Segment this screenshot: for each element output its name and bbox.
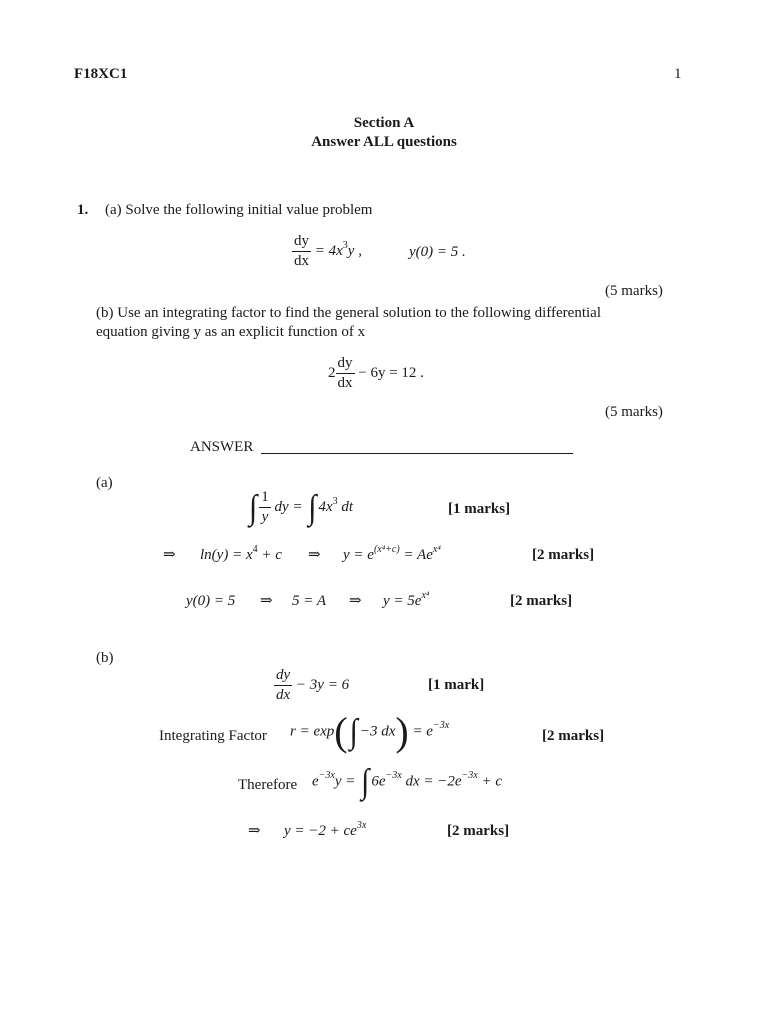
answer-a-line2-part2 (343, 544, 441, 563)
a-l3-text3: y = 5e (383, 593, 422, 609)
therefore-label: Therefore (238, 777, 298, 793)
answer-label: ANSWER (190, 439, 254, 455)
section-subtitle: Answer ALL questions (311, 134, 457, 150)
answer-part-a-label: (a) (96, 475, 113, 491)
b-l2-inner: −3 dx (359, 723, 396, 740)
implies-symbol: ⇒ (163, 547, 176, 563)
frac-denominator: y (261, 508, 269, 525)
implies-symbol: ⇒ (260, 593, 273, 609)
answer-b-line1-marks: [1 mark] (428, 677, 485, 693)
implies-symbol: ⇒ (349, 593, 362, 609)
dy: dy (274, 668, 292, 686)
course-code: F18XC1 (74, 66, 128, 82)
a-l2-exp3: x⁴ (432, 544, 441, 555)
dx: dx (294, 252, 309, 269)
one-over-y-fraction (259, 490, 271, 526)
b-l3-int: 6e (371, 773, 386, 790)
dy: dy (292, 234, 311, 252)
eq-b-coef: 2 (328, 365, 336, 382)
eq-b-rest: − 6y = 12 . (358, 365, 424, 382)
b-l3-int-end: dx = −2e (405, 773, 462, 790)
a-l3-exp: x⁴ (421, 590, 430, 601)
eq-a-rhs-end: y , (347, 243, 362, 260)
a-l2-exp1: 4 (252, 544, 258, 555)
frac-numerator: 1 (259, 490, 271, 508)
a-l1-rhs-end: dt (341, 499, 354, 516)
a-l2-text1: ln(y) = x (200, 547, 253, 563)
b-l2-lhs: r = exp (290, 723, 335, 740)
answer-underline (261, 453, 573, 454)
integral-symbol: ∫ (349, 712, 358, 751)
question-b-prompt-line2: equation giving y as an explicit function of x (96, 324, 366, 340)
answer-b-line3 (312, 762, 502, 801)
answer-a-line2-marks: [2 marks] (532, 547, 595, 563)
answer-a-line1-marks: [1 marks] (448, 501, 511, 517)
question-number: 1. (77, 202, 89, 218)
question-b-prompt-line1: (b) Use an integrating factor to find the general solution to the following differential (96, 305, 601, 321)
question-b-marks: (5 marks) (605, 404, 663, 420)
paren-close: ) (395, 709, 409, 754)
page-number: 1 (674, 66, 682, 82)
dx: dx (276, 686, 291, 703)
b-l3-rhs-end: + c (481, 773, 502, 790)
b-l2-rhs: = e (412, 723, 433, 740)
question-a-prompt: (a) Solve the following initial value problem (105, 202, 373, 218)
b-l3-int-exp: −3x (385, 770, 402, 782)
integral-symbol: ∫ (249, 488, 258, 527)
question-b-equation (328, 356, 424, 392)
b-l4-text: y = −2 + ce (284, 823, 357, 839)
a-l2-text2: + c (261, 547, 282, 563)
answer-a-line1 (247, 490, 353, 526)
dy: dy (336, 356, 355, 374)
dx: dx (337, 374, 353, 391)
integrating-factor-label: Integrating Factor (159, 728, 267, 744)
answer-b-line2-marks: [2 marks] (542, 728, 605, 744)
answer-part-b-label: (b) (96, 650, 114, 666)
dy-dx-fraction (274, 668, 292, 704)
answer-b-line1 (274, 668, 349, 704)
b-l3-rhs-exp: −3x (461, 770, 478, 782)
paren-open: ( (334, 709, 348, 754)
a-l1-rhs: 4x (318, 499, 333, 516)
answer-a-line2-part1 (200, 544, 282, 563)
a-l1-mid: dy = (274, 499, 303, 516)
question-a-equation (292, 234, 362, 270)
question-a-initial-condition: y(0) = 5 . (409, 244, 466, 260)
implies-symbol: ⇒ (248, 823, 261, 839)
answer-a-line3-part1: y(0) = 5 (186, 593, 236, 609)
answer-a-line3-part3 (383, 590, 430, 609)
answer-b-line4 (284, 820, 367, 839)
question-a-marks: (5 marks) (605, 283, 663, 299)
a-l2-exp2: (x⁴+c) (373, 544, 400, 555)
b-l4-exp: 3x (356, 820, 367, 831)
b-l2-rhs-exp: −3x (432, 720, 450, 732)
answer-a-line3-part2: 5 = A (292, 593, 327, 609)
b-l3-lhs-exp: −3x (318, 770, 335, 782)
eq-a-rhs-exp: 3 (342, 240, 348, 252)
a-l2-text3: y = e (343, 547, 374, 563)
b-l3-lhs: e (312, 773, 319, 790)
a-l1-rhs-exp: 3 (332, 496, 338, 508)
b-l1-rest: − 3y = 6 (295, 677, 350, 694)
eq-a-rhs: = 4x (314, 243, 343, 260)
a-l2-text4: = Ae (403, 547, 433, 563)
section-title: Section A (353, 115, 415, 131)
dy-dx-fraction (336, 356, 355, 392)
dy-dx-fraction (292, 234, 311, 270)
implies-symbol: ⇒ (308, 547, 321, 563)
answer-a-line3-marks: [2 marks] (510, 593, 573, 609)
integral-symbol: ∫ (361, 762, 370, 801)
answer-b-line2 (290, 709, 450, 754)
integral-symbol: ∫ (308, 488, 317, 527)
answer-b-line4-marks: [2 marks] (447, 823, 510, 839)
b-l3-lhs-end: y = (334, 773, 356, 790)
